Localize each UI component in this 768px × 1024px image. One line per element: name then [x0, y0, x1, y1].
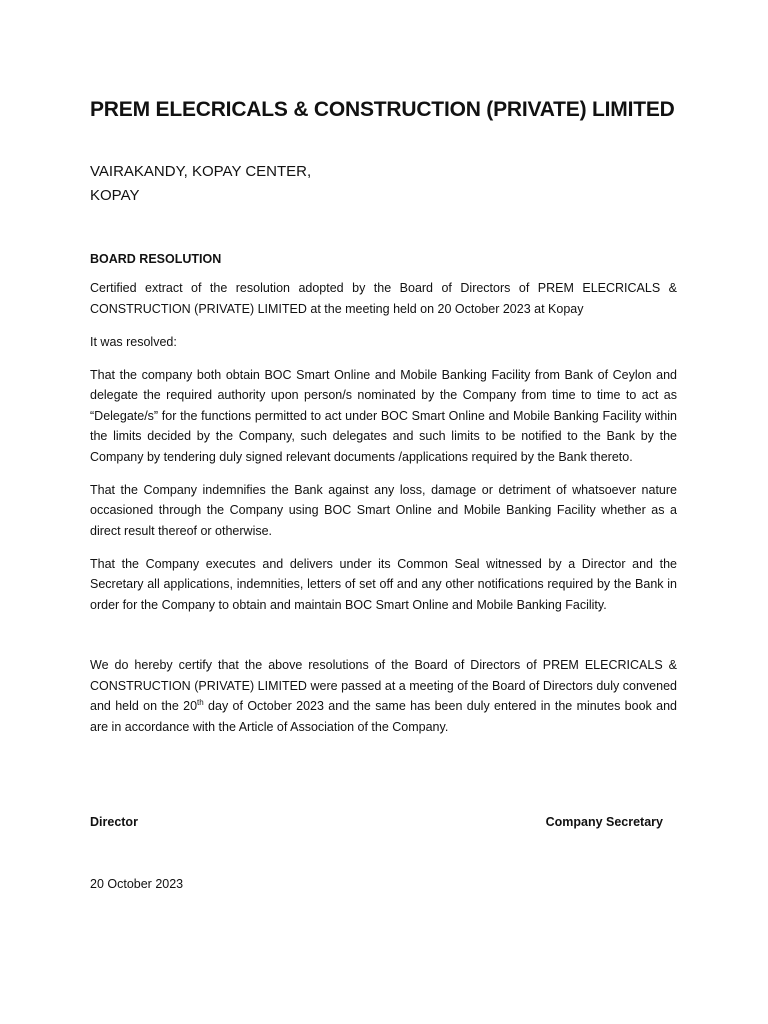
document-date: 20 October 2023	[90, 877, 184, 891]
certification-text-part-2: day of October 2023 and the same has been duly entered in the minutes book and are in accordance with the Article of Association of the Company.	[90, 699, 677, 734]
company-name: PREM ELECRICALS & CONSTRUCTION (PRIVATE) LIMITED	[90, 98, 675, 121]
certification-text-part-1: We do hereby certify that the above resolutions of the Board of Directors of PREM ELECRICALS & CONSTRUCTION (PRIVATE) LIMITED were passed at a meeting of the Board of Directors duly convened and held on the 20	[90, 658, 677, 713]
resolution-paragraph-1: That the company both obtain BOC Smart Online and Mobile Banking Facility from Bank of Ceylon and delegate the required authority upon person/s nominated by the Company from time to time to act as “Delegate/s” for the functions permitted to act under BOC Smart Online and Mobile Banking Facility within the limits decided by the Company, such delegates and such limits to be notified to the Bank by the Company by tendering duly signed relevant documents /applications required by the Bank thereto.	[90, 367, 677, 464]
signatory-company-secretary: Company Secretary	[545, 815, 663, 829]
resolution-paragraph-3: That the Company executes and delivers under its Common Seal witnessed by a Director and the Secretary all applications, indemnities, letters of set off and any other notifications required by the Bank in order for the Company to obtain and maintain BOC Smart Online and Mobile Banking Facility.	[90, 556, 677, 612]
document-body	[90, 96, 677, 893]
signatory-director: Director	[90, 815, 138, 829]
resolved-statement: It was resolved:	[90, 334, 177, 349]
signature-block	[90, 813, 677, 831]
section-title: BOARD RESOLUTION	[90, 252, 222, 266]
certification-ordinal-suffix: th	[197, 697, 204, 707]
certification-paragraph	[90, 655, 677, 737]
address-line-2: KOPAY	[90, 187, 140, 204]
resolution-paragraph-2: That the Company indemnifies the Bank against any loss, damage or detriment of whatsoever nature occasioned through the Company using BOC Smart Online and Mobile Banking Facility whether as a direct result thereof or otherwise.	[90, 482, 677, 538]
company-address	[90, 160, 677, 208]
intro-paragraph: Certified extract of the resolution adopted by the Board of Directors of PREM ELECRICALS & CONSTRUCTION (PRIVATE) LIMITED at the meeting held on 20 October 2023 at Kopay	[90, 281, 677, 316]
address-line-1: VAIRAKANDY, KOPAY CENTER,	[90, 163, 312, 180]
